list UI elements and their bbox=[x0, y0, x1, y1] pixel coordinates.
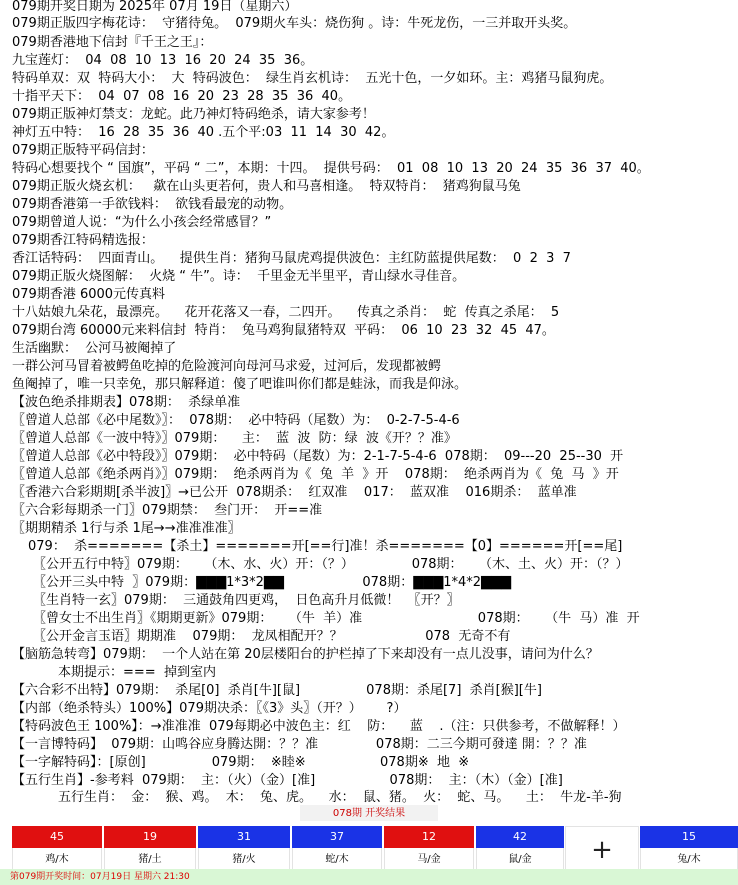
result-ball bbox=[198, 826, 290, 874]
ball-zodiac: 猪/火 bbox=[198, 848, 290, 873]
text-line: 079期正版特平码信封： bbox=[12, 143, 154, 158]
result-ball bbox=[384, 826, 474, 874]
text-line: 十八姑娘九朵花，最漂亮。 花开花落又一春，二四开。 传真之杀肖： 蛇 传真之杀尾： 5 bbox=[12, 305, 560, 320]
text-line: 〖香港六合彩期期[杀半波]〗→已公开 078期杀： 红双准 017： 蓝双准 016期杀： 蓝单准 bbox=[12, 485, 577, 500]
text-line: 079期正版火烧图解： 火烧 “ 牛”。诗： 千里金无半里平，青山绿水寻佳音。 bbox=[12, 269, 466, 284]
text-line: 〖六合彩每期杀一门〗079期禁： 叁门开： 开==准 bbox=[12, 503, 323, 518]
ball-zodiac: 猪/土 bbox=[104, 848, 196, 873]
text-line: 九宝莲灯： 04 08 10 13 16 20 24 35 36。 bbox=[12, 53, 314, 68]
plus-icon: + bbox=[565, 826, 639, 874]
text-line: 079期曾道人说：“为什么小孩会经常感冒？” bbox=[12, 215, 272, 230]
text-line: 【波色绝杀排期表】078期： 杀绿单准 bbox=[12, 395, 241, 410]
text-line: 香江话特码： 四面青山。 提供生肖：猪狗马鼠虎鸡提供波色：主红防蓝提供尾数： 0 2 3 7 bbox=[12, 251, 571, 266]
result-ball bbox=[476, 826, 564, 874]
ball-number: 15 bbox=[640, 826, 738, 848]
text-line: 鱼阉掉了，唯一只幸免，那只解释道：傻了吧谁叫你们都是蛙泳，而我是仰泳。 bbox=[12, 377, 468, 392]
text-line: 〖曾道人总部《绝杀两肖》〗079期： 绝杀两肖为《 兔 羊 》开 078期： 绝杀两肖为《 兔 马 》开 bbox=[12, 467, 619, 482]
text-line: 079期开奖日期为 2025年 07月 19日（星期六） bbox=[12, 0, 298, 14]
next-draw-time: 第079期开奖时间：07月19日 星期六 21:30 bbox=[0, 869, 738, 885]
text-line: 神灯五中特： 16 28 35 36 40 .五个平:03 11 14 30 42。 bbox=[12, 125, 395, 140]
text-line: 〖曾道人总部《一波中特》〗079期： 主： 蓝 波 防：绿 波《开？？准》 bbox=[12, 431, 457, 446]
text-line: 079期台湾 60000元来料信封 特肖： 兔马鸡狗鼠猪特双 平码： 06 10 23 32 45 47。 bbox=[12, 323, 555, 338]
text-line: 079期香江特码精选报： bbox=[12, 233, 154, 248]
text-line: 【六合彩不出特】079期： 杀尾[0] 杀肖[牛][鼠] 078期：杀尾[7] 杀肖[猴][牛] bbox=[12, 683, 542, 698]
text-line: 【一字解特码】：[原创] 079期： ※睦※ 078期※ 地 ※ bbox=[12, 755, 470, 770]
text-line: 079期正版四字梅花诗： 守猪待兔。 079期火车头：烧伤狗 。诗：牛死龙伤，一三并取开头奖。 bbox=[12, 16, 577, 31]
result-ball bbox=[292, 826, 382, 874]
text-line: 【五行生肖】-参考料 079期： 主：（火）（金）[准] 078期： 主：（木）（金）[准] bbox=[12, 773, 563, 788]
text-line: 〖公开金言玉语〗期期准 079期： 龙凤相配开？？ 078 无奇不有 bbox=[33, 629, 511, 644]
text-line: 【内部（绝杀特头）100%】079期决杀：〖《3》头〗（开？） ?） bbox=[12, 701, 407, 716]
result-ball bbox=[104, 826, 196, 874]
ball-number: 45 bbox=[12, 826, 102, 848]
result-ball bbox=[12, 826, 102, 874]
text-line: 一群公河马冒着被鳄鱼吃掉的危险渡河向母河马求爱，过河后，发现都被鳄 bbox=[12, 359, 442, 374]
ball-zodiac: 鼠/金 bbox=[476, 848, 564, 873]
text-line: 079期香港 6000元传真料 bbox=[12, 287, 166, 302]
ball-number: 31 bbox=[198, 826, 290, 848]
text-line: 本期提示：=== 掉到室内 bbox=[58, 665, 216, 680]
text-line: 〖生肖特一玄〗079期： 三通鼓角四更鸡， 日色高升月低微！ 〖开？〗 bbox=[33, 593, 460, 608]
ball-zodiac: 兔/木 bbox=[640, 848, 738, 873]
text-line: 生活幽默： 公河马被阉掉了 bbox=[12, 341, 177, 356]
text-line: 079期香港地下信封『千王之王』： bbox=[12, 35, 213, 50]
text-line: 〖期期精杀 1行与杀 1尾→→准准准准〗 bbox=[12, 521, 241, 536]
text-line: 【一言博特码】 079期：山鸣谷应身腾达開：？？准 078期：二三今期可發達 開：？？准 bbox=[12, 737, 587, 752]
text-line: 五行生肖： 金： 猴、鸡。 木： 兔、虎。 水： 鼠、猪。 火： 蛇、马。 土： 牛龙-羊-狗 bbox=[58, 790, 622, 805]
text-line: 079期香港第一手欲钱料： 欲钱看最宠的动物。 bbox=[12, 197, 293, 212]
text-line: 特码心想要找个 “ 国旗”，平码 “ 二”，本期：十四。 提供号码： 01 08 10 13 20 24 35 36 37 40。 bbox=[12, 161, 650, 176]
text-line: 〖公开三头中特 〗079期：▇▇▇1*3*2▇▇ 078期：▇▇▇1*4*2▇▇▇ bbox=[33, 575, 512, 590]
ball-number: 42 bbox=[476, 826, 564, 848]
ball-zodiac: 鸡/木 bbox=[12, 848, 102, 873]
text-line: 〖曾女士不出生肖〗《期期更新》079期： （牛 羊）准 078期： （牛 马）准 开 bbox=[33, 611, 640, 626]
ball-zodiac: 马/金 bbox=[384, 848, 474, 873]
special-ball bbox=[640, 826, 738, 874]
text-line: 特码单双：双 特码大小： 大 特码波色： 绿生肖玄机诗： 五光十色，一夕如环。主：鸡猪马鼠狗虎。 bbox=[12, 71, 613, 86]
text-line: 079期正版神灯禁支：龙蛇。此乃神灯特码绝杀，请大家参考！ bbox=[12, 107, 375, 122]
text-line: 〖曾道人总部《必中特段》〗079期： 必中特码（尾数）为：2-1-7-5-4-6 078期： 09---20 25--30 开 bbox=[12, 449, 624, 464]
text-line: 【脑筋急转弯】079期： 一个人站在第 20层楼阳台的护栏掉了下来却没有一点儿没事，请问为什么？ bbox=[12, 647, 599, 662]
text-line: 〖曾道人总部《必中尾数》〗： 078期： 必中特码（尾数）为： 0-2-7-5-4-6 bbox=[12, 413, 460, 428]
ball-number: 12 bbox=[384, 826, 474, 848]
text-line: 〖公开五行中特〗079期： （木、水、火）开：（？） 078期： （木、土、火）开：（？） bbox=[33, 557, 629, 572]
draw-results-bar bbox=[0, 805, 738, 885]
text-line: 【特码波色王 100%】：→准准准 079每期必中波色主：红 防： 蓝 .（注：只供参考，不做解释！） bbox=[12, 719, 626, 734]
text-line: 079期正版火烧玄机： 歘在山头更若何，贵人和马喜相逢。 特双特肖： 猪鸡狗鼠马兔 bbox=[12, 179, 521, 194]
ball-number: 37 bbox=[292, 826, 382, 848]
ball-zodiac: 蛇/木 bbox=[292, 848, 382, 873]
text-line: 079： 杀=======【杀土】=======开[==行]准！杀=======【0】======开[==尾] bbox=[28, 539, 623, 554]
draw-title: 078期 开奖结果 bbox=[332, 808, 406, 819]
ball-number: 19 bbox=[104, 826, 196, 848]
text-line: 十指平天下： 04 07 08 16 20 23 28 35 36 40。 bbox=[12, 89, 352, 104]
